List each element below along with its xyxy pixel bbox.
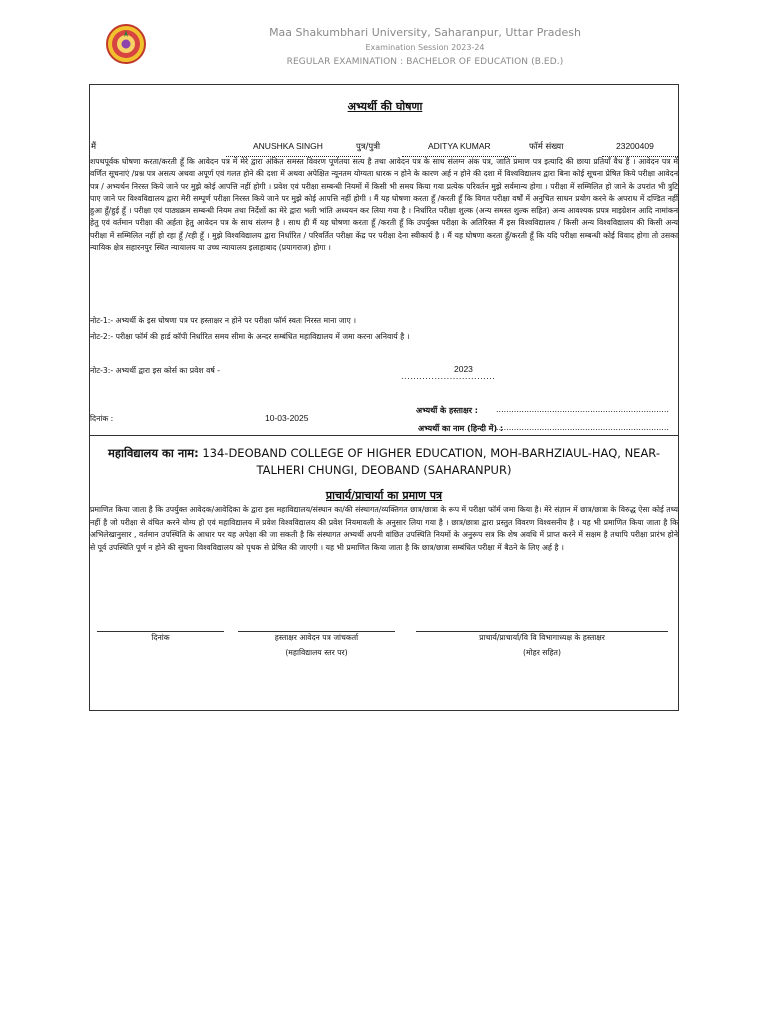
- form-number-label: फॉर्म संख्या: [529, 142, 564, 152]
- principal-certificate-body: प्रमाणित किया जाता है कि उपर्युक्त आवेदक/आवेदिका के द्वारा इस महाविद्यालय/संस्थान का/की संस्थागत/व्यक्तिगत छात्र/छात्रा के रूप में परीक्षा फॉर्म जमा किया है। मेरे संज्ञान में छात्र/छात्रा के विरुद्ध ऐसा कोई तथ्य नहीं है जो परीक्षा से वंचित करने योग्य हो एवं महाविद्यालय में प्रवेश विश्वविद्यालय की प्रवेश नियमावली के अनुसार लिया गया है । छात्र/छात्रा द्वारा प्रस्तुत विवरण विश्वसनीय है । यह भी प्रमाणित किया जाता है कि अभिलेखानुसार , वर्तमान उपस्थिति के आधार पर यह अपेक्षा की जा सकती है कि संस्थागत अभ्यर्थी अपनी वांछित उपस्थिति नियमों के अनुरूप सत्र कि शेष अवधि में प्राप्त करने में सक्षम है तथापि परीक्षा प्रारंभ होने से पूर्व उपस्थिति पूर्ण न होने की सुचना विश्वविद्यालय को पृथक से प्रेषित की जाएगी । यह भी प्रमाणित किया जाता है कि छात्र/छात्रा सम्बंधित परीक्षा में बैठने के लिए अर्ह है ।: [90, 505, 678, 552]
- college-name-line1: 134-DEOBAND COLLEGE OF HIGHER EDUCATION, MOH-BARHZIAUL-HAQ, NEAR-: [202, 446, 660, 460]
- principal-certificate-title: प्राचार्य/प्राचार्या का प्रमाण पत्र: [325, 489, 443, 502]
- sig-principal-sub: (मोहर सहित): [523, 648, 561, 657]
- i-label: मैं: [91, 142, 97, 152]
- sig-principal-label: प्राचार्य/प्राचार्या/वि वि विभागाध्यक्ष के हस्ताक्षर: [479, 633, 605, 642]
- sig-date-label: दिनांक: [151, 633, 170, 642]
- admission-year-dots: ...............................: [401, 372, 496, 381]
- declaration-title: अभ्यर्थी की घोषणा: [347, 100, 423, 113]
- signature-label: अभ्यर्थी के हस्ताक्षर :: [416, 406, 478, 415]
- form-number: 23200409: [616, 141, 654, 151]
- candidate-name: ANUSHKA SINGH: [253, 141, 323, 151]
- date-label: दिनांक :: [90, 414, 114, 423]
- name-hindi-label: अभ्यर्थी का नाम (हिन्दी में) :: [418, 424, 504, 433]
- note-2: नोट-2:- परीक्षा फॉर्म की हार्ड कॉपी निर्धारित समय सीमा के अन्दर सम्बंधित महाविद्यालय में जमा करना अनिवार्य है ।: [90, 332, 410, 341]
- father-name: ADITYA KUMAR: [428, 141, 491, 151]
- note-3: नोट-3:- अभ्यर्थी द्वारा इस कोर्स का प्रवेश वर्ष -: [90, 366, 221, 375]
- college-name-line2: TALHERI CHUNGI, DEOBAND (SAHARANPUR): [256, 463, 512, 477]
- sig-verifier-sub: (महाविद्यालय स्तर पर): [285, 648, 348, 657]
- college-label: महाविद्यालय का नाम:: [108, 446, 199, 460]
- relation-label: पुत्र/पुत्री: [356, 142, 381, 152]
- date-signature-line[interactable]: [97, 631, 224, 632]
- name-hindi-field[interactable]: ....................................................................: [496, 423, 669, 432]
- section-separator: [90, 435, 678, 436]
- university-name: Maa Shakumbhari University, Saharanpur, Uttar Pradesh: [269, 26, 581, 39]
- declaration-date: 10-03-2025: [265, 413, 309, 423]
- note-1: नोट-1:- अभ्यर्थी के इस घोषणा पत्र पर हस्ताक्षर न होने पर परीक्षा फॉर्म स्वतः निरस्त माना जाए ।: [90, 316, 357, 325]
- sig-verifier-label: हस्ताक्षर आवेदन पत्र जांचकर्ता: [274, 633, 359, 642]
- exam-title: REGULAR EXAMINATION : BACHELOR OF EDUCATION (B.ED.): [286, 57, 564, 67]
- university-logo: [106, 24, 146, 64]
- signature-field[interactable]: ....................................................................: [496, 405, 669, 414]
- verifier-signature-line[interactable]: [238, 631, 395, 632]
- admission-year: 2023: [454, 364, 473, 374]
- declaration-body: शपथपूर्वक घोषणा करता/करती हूँ कि आवेदन पत्र में मेरे द्वारा अंकित समस्त विवरण पूर्णतया सत्य है तथा आवेदन पत्र के साथ संलग्न अंक पत्र, जाति प्रमाण पत्र इत्यादि की छाया प्रतियाँ वैध हैं । आवेदन पत्र में वर्णित सूचनाएं /प्रश्न पत्र असत्य अथवा अपूर्ण एवं गलत होने की दशा में अथवा अपेक्षित न्यूनतम योग्यता धारक न होने के कारण अर्ह न होने की दशा में विश्वविद्यालय द्वारा बिना कोई सूचना प्रेषित किये परीक्षा आवेदन पत्र / अभ्यर्थन निरस्त किये जाने पर मुझे कोई आपत्ति नहीं होगी । प्रवेश एवं परीक्षा सम्बन्धी नियमों में किसी भी समय किया गया प्रत्येक परिवर्तन मुझे सर्वमान्य होगा । परीक्षा में सम्मिलित हो जाने के उपरांत भी त्रुटि पाए जाने पर विश्वविद्यालय द्वारा मेरी सम्पूर्ण परीक्षा निरस्त किये जाने पर मुझे कोई आपत्ति नहीं होगी । मैं यह घोषणा करता हूँ /करती हूँ कि विगत परीक्षा वर्षों में अनुचित साधन प्रयोग करने के अपराध में दण्डित नहीं हुआ हूँ/हुई हूँ । परीक्षा एवं पाठ्यक्रम सम्बन्धी नियम तथा निर्देशों का मेरे द्वारा भली भांति अध्ययन कर लिया गया है । निर्धारित परीक्षा शुल्क (अन्य समस्त शुल्क सहित) अन्य आवश्यक प्रपत्र माइग्रेशन आदि नामांकन हेतु एवं वर्तमान परीक्षा की अर्हता हेतु आवेदन पत्र के साथ संलग्न है । साथ ही मैं यह घोषणा करता हूँ /करती हूँ कि उपर्युक्त परीक्षा के अतिरिक्त मैं इस विश्वविद्यालय / किसी अन्य विश्वविद्यालय की किसी अन्य परीक्षा में सम्मिलित नहीं हो रहा हूँ /रही हूँ । मुझे विश्वविद्यालय द्वारा निर्धारित / परिवर्तित परीक्षा केंद्र पर परीक्षा देना स्वीकार्य है । मैं यह घोषणा करता हूँ/करती हूँ कि यदि परीक्षा सम्बन्धी कोई विवाद होगा तो उसका न्यायिक क्षेत्र सहारनपुर स्थित न्यायालय या उच्च न्यायालय इलाहाबाद (प्रयागराज) होगा ।: [90, 157, 678, 253]
- form-frame: [89, 84, 679, 711]
- exam-session: Examination Session 2023-24: [365, 43, 485, 52]
- college-name-block: [90, 445, 678, 479]
- principal-signature-line[interactable]: [416, 631, 668, 632]
